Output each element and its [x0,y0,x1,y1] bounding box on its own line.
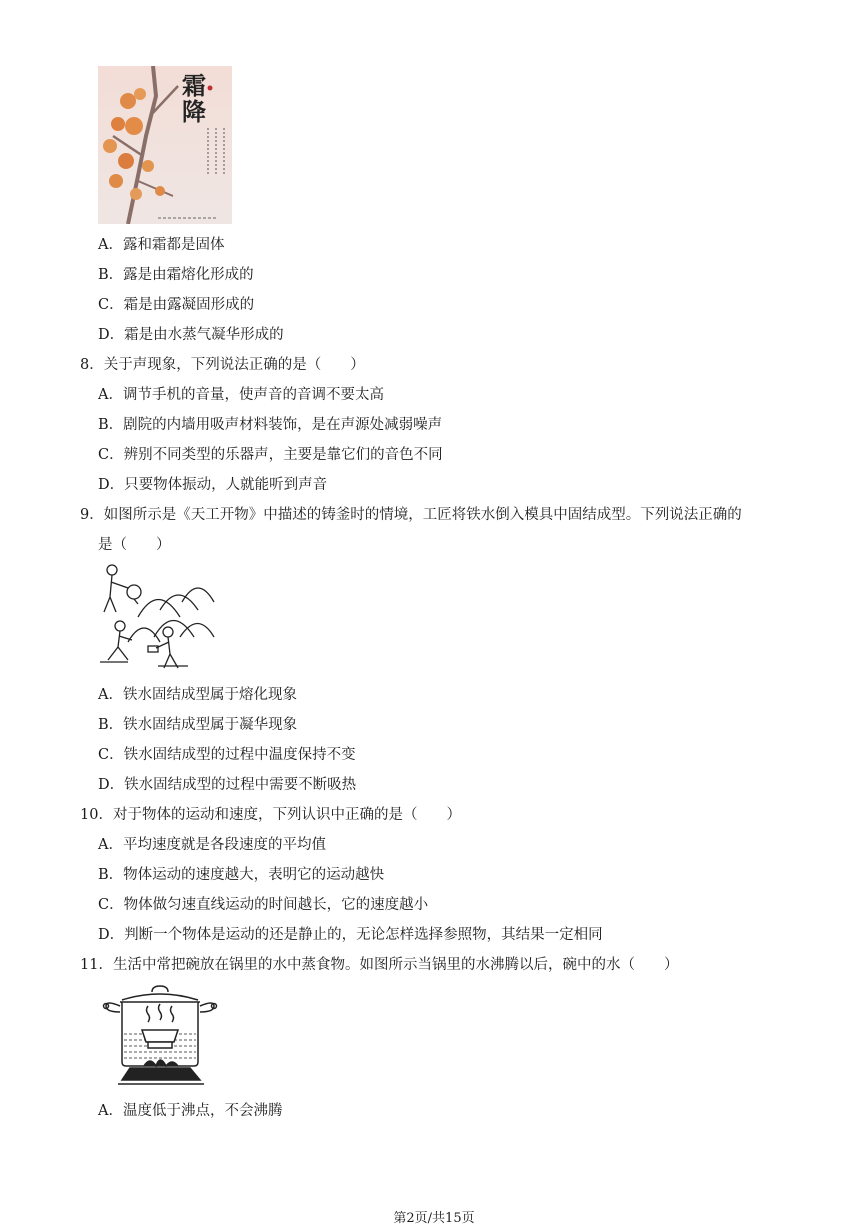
q9-option-d: D．铁水固结成型的过程中需要不断吸热 [98,777,357,793]
q7-option-c: C．霜是由露凝固形成的 [98,297,255,313]
q10-option-c: C．物体做匀速直线运动的时间越长，它的速度越小 [98,897,429,913]
q8-option-a: A．调节手机的音量，使声音的音调不要太高 [98,387,384,403]
q9-stem-line1: 9．如图所示是《天工开物》中描述的铸釜时的情境，工匠将铁水倒入模具中固结成型。下列说法正确的 [80,507,742,523]
frost-poster-image [98,66,232,224]
casting-illustration [98,562,216,670]
q7-option-b: B．露是由霜熔化形成的 [98,267,254,283]
q10-option-d: D．判断一个物体是运动的还是静止的，无论怎样选择参照物，其结果一定相同 [98,927,603,943]
q7-option-d: D．霜是由水蒸气凝华形成的 [98,327,284,343]
poster-title-char-1: 霜 [182,71,206,100]
q7-option-a: A．露和霜都是固体 [98,237,225,253]
q9-option-a: A．铁水固结成型属于熔化现象 [98,687,297,703]
q10-option-a: A．平均速度就是各段速度的平均值 [98,837,326,853]
page-number: 第2页/共15页 [393,1211,475,1226]
q9-option-c: C．铁水固结成型的过程中温度保持不变 [98,747,356,763]
q9-option-b: B．铁水固结成型属于凝华现象 [98,717,298,733]
poster-title-char-2: 降 [182,97,206,126]
steaming-pot-illustration [100,984,224,1090]
q10-option-b: B．物体运动的速度越大，表明它的运动越快 [98,867,385,883]
q8-option-b: B．剧院的内墙用吸声材料装饰，是在声源处减弱噪声 [98,417,443,433]
q8-option-d: D．只要物体振动，人就能听到声音 [98,477,328,493]
q8-stem: 8．关于声现象，下列说法正确的是（ ） [80,357,365,373]
q11-option-a: A．温度低于沸点，不会沸腾 [98,1103,283,1119]
q11-stem: 11．生活中常把碗放在锅里的水中蒸食物。如图所示当锅里的水沸腾以后，碗中的水（ ） [80,957,679,973]
q8-option-c: C．辨别不同类型的乐器声，主要是靠它们的音色不同 [98,447,443,463]
q10-stem: 10．对于物体的运动和速度，下列认识中正确的是（ ） [80,807,461,823]
q9-stem-line2: 是（ ） [98,537,171,553]
